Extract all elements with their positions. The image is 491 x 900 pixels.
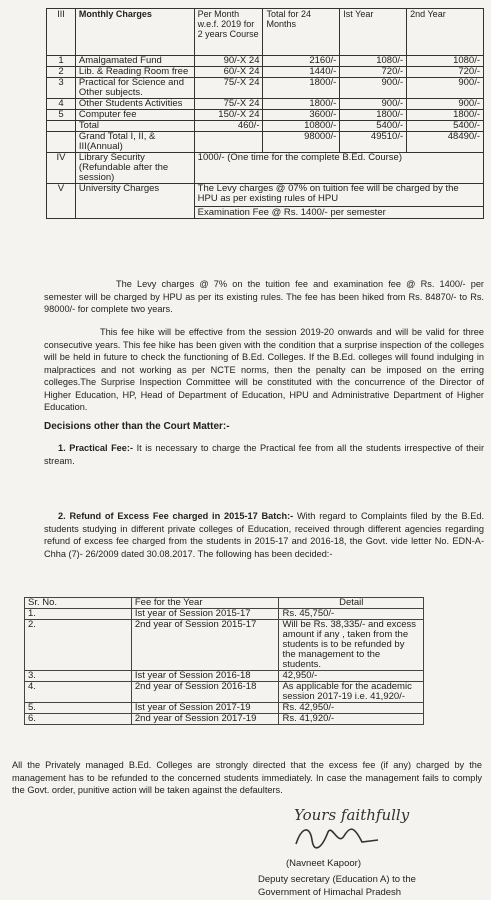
library-security-value: 1000/- (One time for the complete B.Ed. Course) <box>194 153 483 184</box>
header-sr-no: Sr. No. <box>25 598 132 609</box>
refund-fee-year: Ist year of Session 2017-19 <box>131 703 279 714</box>
row-per-month: 150/-X 24 <box>194 110 263 121</box>
refund-fee-year: 2nd year of Session 2016-18 <box>131 682 279 703</box>
refund-paragraph <box>44 510 484 560</box>
row-num: 2 <box>47 67 76 78</box>
charges-row <box>47 110 484 121</box>
row-num: IV <box>47 153 76 184</box>
refund-detail: Rs. 45,750/- <box>279 609 424 620</box>
library-security-row <box>47 153 484 184</box>
refund-detail: Will be Rs. 38,335/- and excess amount if any , taken from the students is to be refunded by the management to the students. <box>279 620 424 671</box>
header-label: Monthly Charges <box>75 9 194 56</box>
row-label: Grand Total I, II, & III(Annual) <box>75 132 194 153</box>
row-num: 5 <box>47 110 76 121</box>
row-first-year: 5400/- <box>340 121 407 132</box>
refund-detail: Rs. 41,920/- <box>279 714 424 725</box>
signature-scrawl-icon <box>292 822 382 852</box>
refund-title: 2. Refund of Excess Fee charged in 2015-17 Batch:- <box>58 511 294 521</box>
levy-note: The Levy charges @ 07% on tuition fee will be charged by the HPU as per existing rules of HPU <box>197 183 459 204</box>
practical-fee-paragraph <box>44 442 484 467</box>
header-fee-year: Fee for the Year <box>131 598 279 609</box>
handwritten-closing: Yours faithfully <box>294 806 410 824</box>
header-detail: Detail <box>279 598 424 609</box>
row-num: 1 <box>47 56 76 67</box>
row-total: 98000/- <box>263 132 340 153</box>
header-second-year: 2nd Year <box>407 9 484 56</box>
refund-fee-year: 2nd year of Session 2017-19 <box>131 714 279 725</box>
header-num: III <box>47 9 76 56</box>
closing-paragraph: All the Privately managed B.Ed. Colleges are strongly directed that the excess fee (if any) charged by the management has to be refunded to the concerned students immediately. In case the management fails to comply the Govt. order, punitive action will be taken against the defaulters. <box>12 760 482 795</box>
row-per-month: 75/-X 24 <box>194 78 263 99</box>
practical-fee-title: 1. Practical Fee:- <box>58 443 134 453</box>
refund-row <box>25 620 424 671</box>
fee-hike-paragraph: This fee hike will be effective from the session 2019-20 onwards and will be valid for three consecutive years. This fee hike has been given with the condition that a surprise inspection of the colleges will be held in future to check the functioning of B.Ed. Colleges. If the B.Ed. colleges will found indulging in malpractices and not working as per NCTE norms, then the penalty can be imposed on the erring colleges.The Surprise Inspection Committee will be constituted with the concurrence of the Director of Higher Education, HP, Head of Department of Education, HPU and Administrative Department of Higher Education. <box>44 327 484 412</box>
signatory-name: (Navneet Kapoor) <box>286 858 361 869</box>
row-per-month: 90/-X 24 <box>194 56 263 67</box>
row-label: Computer fee <box>75 110 194 121</box>
charges-row <box>47 99 484 110</box>
row-second-year: 900/- <box>407 99 484 110</box>
row-total: 3600/- <box>263 110 340 121</box>
levy-paragraph: The Levy charges @ 7% on the tuition fee and examination fee @ Rs. 1400/- per semester will be charged by HPU as per its existing rules. The fee has been hiked from Rs. 84870/- to Rs. 98000/- for complete two years. <box>44 279 484 314</box>
refund-row <box>25 714 424 725</box>
row-second-year: 48490/- <box>407 132 484 153</box>
row-total: 2160/- <box>263 56 340 67</box>
refund-row <box>25 609 424 620</box>
refund-sr: 4. <box>25 682 132 703</box>
refund-row <box>25 682 424 703</box>
signatory-designation: Deputy secretary (Education A) to the <box>258 874 416 885</box>
charges-total-row <box>47 121 484 132</box>
row-label: Library Security (Refundable after the session) <box>75 153 194 184</box>
row-num <box>47 121 76 132</box>
row-num: 3 <box>47 78 76 99</box>
refund-sr: 3. <box>25 671 132 682</box>
row-second-year: 1080/- <box>407 56 484 67</box>
row-first-year: 900/- <box>340 99 407 110</box>
row-second-year: 900/- <box>407 78 484 99</box>
refund-sr: 5. <box>25 703 132 714</box>
row-label: Total <box>75 121 194 132</box>
row-second-year: 720/- <box>407 67 484 78</box>
refund-detail: Rs. 42,950/- <box>279 703 424 714</box>
row-first-year: 49510/- <box>340 132 407 153</box>
signatory-office: Government of Himachal Pradesh <box>258 887 402 898</box>
refund-detail: As applicable for the academic session 2017-19 i.e. 41,920/- <box>279 682 424 703</box>
row-label: Other Students Activities <box>75 99 194 110</box>
row-per-month <box>194 132 263 153</box>
row-first-year: 720/- <box>340 67 407 78</box>
charges-grand-total-row <box>47 132 484 153</box>
row-num: 4 <box>47 99 76 110</box>
row-first-year: 1800/- <box>340 110 407 121</box>
row-total: 1800/- <box>263 99 340 110</box>
charges-table <box>46 8 484 219</box>
row-total: 10800/- <box>263 121 340 132</box>
refund-table-header <box>25 598 424 609</box>
university-charges-value <box>194 184 483 219</box>
row-label: Amalgamated Fund <box>75 56 194 67</box>
decisions-heading: Decisions other than the Court Matter:- <box>44 421 230 432</box>
row-num: V <box>47 184 76 219</box>
refund-sr: 6. <box>25 714 132 725</box>
refund-text: With regard to Complaints filed by the B.Ed. students studying in different private colleges of Education, received through different agencies regarding refund of excess fee charged from the students in 2015-17 and 2016-18, the Govt. vide letter No. EDN-A-Chha (7)- 26/2009 dated 30.08.2017. The following has been decided:- <box>44 511 485 559</box>
refund-detail: 42,950/- <box>279 671 424 682</box>
row-label: Lib. & Reading Room free <box>75 67 194 78</box>
refund-fee-year: Ist year of Session 2015-17 <box>131 609 279 620</box>
refund-row <box>25 703 424 714</box>
row-total: 1440/- <box>263 67 340 78</box>
row-second-year: 5400/- <box>407 121 484 132</box>
exam-fee-note: Examination Fee @ Rs. 1400/- per semester <box>195 206 483 218</box>
row-label: University Charges <box>75 184 194 219</box>
header-per-month: Per Month w.e.f. 2019 for 2 years Course <box>194 9 263 56</box>
charges-row <box>47 56 484 67</box>
university-charges-row <box>47 184 484 219</box>
row-per-month: 75/-X 24 <box>194 99 263 110</box>
row-first-year: 1080/- <box>340 56 407 67</box>
practical-fee-text: It is necessary to charge the Practical fee from all the students irrespective of their stream. <box>44 443 484 466</box>
row-per-month: 460/- <box>194 121 263 132</box>
row-second-year: 1800/- <box>407 110 484 121</box>
row-label: Practical for Science and Other subjects. <box>75 78 194 99</box>
refund-row <box>25 671 424 682</box>
refund-fee-year: 2nd year of Session 2015-17 <box>131 620 279 671</box>
header-total: Total for 24 Months <box>263 9 340 56</box>
refund-table <box>24 597 424 725</box>
refund-sr: 2. <box>25 620 132 671</box>
refund-fee-year: Ist year of Session 2016-18 <box>131 671 279 682</box>
refund-sr: 1. <box>25 609 132 620</box>
charges-table-header <box>47 9 484 56</box>
charges-row <box>47 78 484 99</box>
charges-row <box>47 67 484 78</box>
row-per-month: 60/-X 24 <box>194 67 263 78</box>
row-first-year: 900/- <box>340 78 407 99</box>
row-num <box>47 132 76 153</box>
header-first-year: Ist Year <box>340 9 407 56</box>
row-total: 1800/- <box>263 78 340 99</box>
